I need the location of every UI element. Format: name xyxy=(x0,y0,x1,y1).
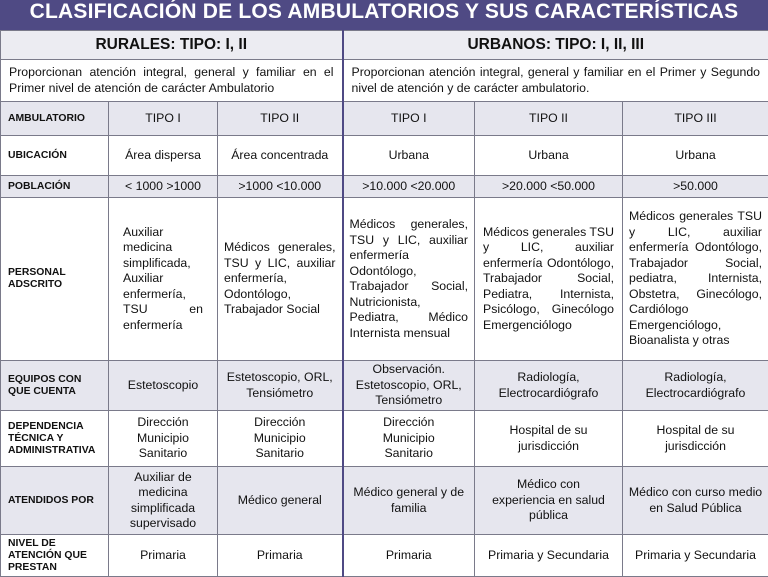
table-cell: Radiología, Electrocardiógrafo xyxy=(475,361,623,411)
page-title: CLASIFICACIÓN DE LOS AMBULATORIOS Y SUS CARACTERÍSTICAS xyxy=(0,0,768,30)
table-cell: Médicos generales TSU y LIC, auxiliar enfermería Odontólogo, Trabajador Social, pediatra, Internista, Obstetra, Ginecólogo, Cardiólogo Emergenciólogo, Bioanalista y otras xyxy=(623,198,768,361)
table-row xyxy=(1,136,768,176)
table-cell: Dirección Municipio Sanitario xyxy=(218,411,343,467)
table-cell: >50.000 xyxy=(623,176,768,198)
urban-header: URBANOS: TIPO: I, II, III xyxy=(343,31,768,60)
table-cell: >10.000 <20.000 xyxy=(343,176,475,198)
row-label: UBICACIÓN xyxy=(1,136,109,176)
table-row xyxy=(1,361,768,411)
row-label: ATENDIDOS POR xyxy=(1,467,109,535)
header-row xyxy=(1,31,768,60)
table-cell: Primaria y Secundaria xyxy=(623,535,768,577)
rural-header: RURALES: TIPO: I, II xyxy=(1,31,343,60)
table-row xyxy=(1,535,768,577)
rural-description: Proporcionan atención integral, general y familiar en el Primer nivel de atención de carácter Ambulatorio xyxy=(1,60,343,102)
urban-description: Proporcionan atención integral, general y familiar en el Primer y Segundo nivel de atención y de carácter ambulatorio. xyxy=(343,60,768,102)
table-cell: Primaria xyxy=(218,535,343,577)
table-cell: Radiología, Electrocardiógrafo xyxy=(623,361,768,411)
table-cell: Médicos generales, TSU y LIC, auxiliar enfermería Odontólogo, Trabajador Social, Nutricionista, Pediatra, Médico Internista mensual xyxy=(343,198,475,361)
row-label: AMBULATORIO xyxy=(1,102,109,136)
table-cell: TIPO II xyxy=(475,102,623,136)
table-cell: Hospital de su jurisdicción xyxy=(623,411,768,467)
table-cell: Estetoscopio, ORL, Tensiómetro xyxy=(218,361,343,411)
classification-table xyxy=(0,30,768,577)
table-cell: Estetoscopio xyxy=(109,361,218,411)
table-row xyxy=(1,176,768,198)
table-row xyxy=(1,411,768,467)
table-cell: Urbana xyxy=(623,136,768,176)
table-cell: Urbana xyxy=(343,136,475,176)
table-cell: Auxiliar de medicina simplificada supervisado xyxy=(109,467,218,535)
table-cell: TIPO II xyxy=(218,102,343,136)
table-cell: Médicos generales, TSU y LIC, auxiliar enfermería, Odontólogo, Trabajador Social xyxy=(218,198,343,361)
table-cell: Primaria xyxy=(109,535,218,577)
table-cell: Primaria xyxy=(343,535,475,577)
row-label: EQUIPOS CON QUE CUENTA xyxy=(1,361,109,411)
table-cell: Médico con curso medio en Salud Pública xyxy=(623,467,768,535)
table-row xyxy=(1,102,768,136)
table-cell: Médico con experiencia en salud pública xyxy=(475,467,623,535)
table-cell: Urbana xyxy=(475,136,623,176)
table-cell: Área concentrada xyxy=(218,136,343,176)
table-cell: TIPO I xyxy=(343,102,475,136)
table-cell: Médico general xyxy=(218,467,343,535)
description-row xyxy=(1,60,768,102)
table-row xyxy=(1,467,768,535)
table-cell: Dirección Municipio Sanitario xyxy=(343,411,475,467)
table-cell: Auxiliar medicina simplificada, Auxiliar enfermería, TSU en enfermería xyxy=(109,198,218,361)
table-cell: Médicos generales TSU y LIC, auxiliar enfermería Odontólogo, Trabajador Social, Pediatra, Internista, Psicólogo, Ginecólogo Emergenciólogo xyxy=(475,198,623,361)
row-label: PERSONAL ADSCRITO xyxy=(1,198,109,361)
row-label: DEPENDENCIA TÉCNICA Y ADMINISTRATIVA xyxy=(1,411,109,467)
table-cell: Primaria y Secundaria xyxy=(475,535,623,577)
table-cell: Área dispersa xyxy=(109,136,218,176)
table-cell: Dirección Municipio Sanitario xyxy=(109,411,218,467)
table-cell: TIPO III xyxy=(623,102,768,136)
row-label: POBLACIÓN xyxy=(1,176,109,198)
table-cell: < 1000 >1000 xyxy=(109,176,218,198)
table-row xyxy=(1,198,768,361)
table-cell: Médico general y de familia xyxy=(343,467,475,535)
row-label: NIVEL DE ATENCIÓN QUE PRESTAN xyxy=(1,535,109,577)
table-cell: Observación. Estetoscopio, ORL, Tensiómetro xyxy=(343,361,475,411)
table-cell: >20.000 <50.000 xyxy=(475,176,623,198)
table-cell: TIPO I xyxy=(109,102,218,136)
table-cell: >1000 <10.000 xyxy=(218,176,343,198)
table-cell: Hospital de su jurisdicción xyxy=(475,411,623,467)
